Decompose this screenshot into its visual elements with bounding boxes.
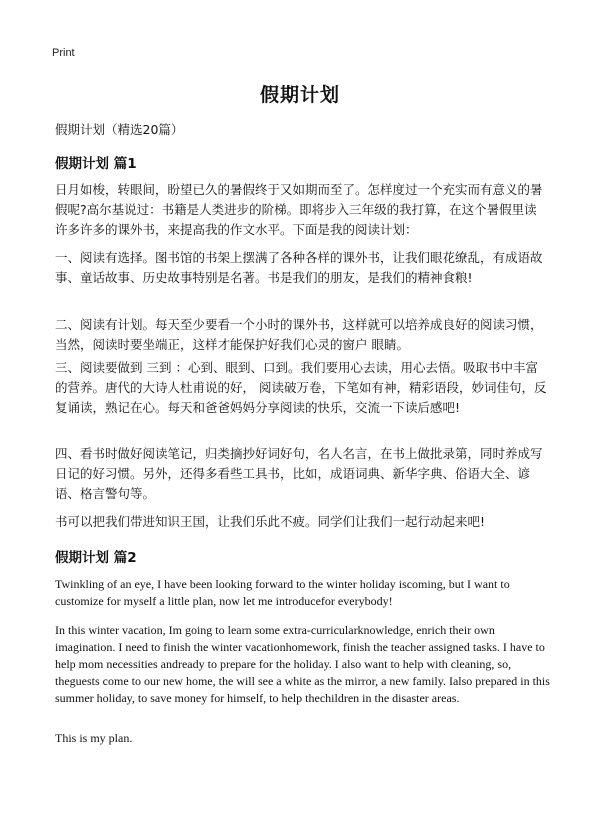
- document-title: 假期计划: [259, 84, 340, 106]
- section-heading-1: 假期计划 篇1: [55, 156, 137, 172]
- section1-paragraph-6: 书可以把我们带进知识王国，让我们乐此不疲。同学们让我们一起行动起来吧!: [55, 514, 486, 529]
- section1-paragraph-3: 二、阅读有计划。每天至少要看一个小时的课外书，这样就可以培养成良好的阅读习惯，当然，阅读时要坐端正，这样才能保护好我们心灵的窗户 眼睛。: [55, 317, 543, 352]
- section2-paragraph-1: Twinkling of an eye, I have been looking forward to the winter holiday iscoming, but I want to customize for myself a little plan, now let me introducefor everybody!: [55, 577, 510, 608]
- section1-paragraph-4: 三、阅读要做到 三到 ：心到、眼到、口到。我们要用心去读，用心去悟。吸取书中丰富的营养。唐代的大诗人杜甫说的好， 阅读破万卷，下笔如有神，精彩语段，妙词佳句，反复诵读，熟记在心。每天和爸爸妈妈分享阅读的快乐，交流一下读后感吧!: [55, 360, 547, 415]
- section2-paragraph-3: This is my plan.: [55, 731, 133, 745]
- section1-paragraph-2: 一、阅读有选择。图书馆的书架上摆满了各种各样的课外书，让我们眼花缭乱，有成语故事、童话故事、历史故事特别是名著。书是我们的朋友，是我们的精神食粮!: [55, 250, 543, 285]
- section1-paragraph-1: 日月如梭，转眼间，盼望已久的暑假终于又如期而至了。怎样度过一个充实而有意义的暑假呢?高尔基说过：书籍是人类进步的阶梯。即将步入三年级的我打算，在这个暑假里读许多许多的课外书，来提高我的作文水平。下面是我的阅读计划：: [55, 182, 543, 237]
- section-heading-2: 假期计划 篇2: [55, 550, 137, 566]
- section2-paragraph-2: In this winter vacation, Im going to learn some extra-curricularknowledge, enrich their own imagination. I need to finish the winter vacationhomework, finish the teacher assigned tasks. I have to help mom necessities andready to prepare for the holiday. I also want to help with cleaning, so, theguests come to our new home, the will see a white as the mirror, a new family. Ialso prepared in this summer holiday, to save money for himself, to help thechildren in the disaster areas.: [55, 623, 550, 705]
- section1-paragraph-5: 四、看书时做好阅读笔记，归类摘抄好词好句，名人名言，在书上做批录第，同时养成写日记的好习惯。另外，还得多看些工具书，比如，成语词典、新华字典、俗语大全、谚语、格言警句等。: [55, 446, 543, 501]
- print-link[interactable]: Print: [52, 47, 75, 59]
- document-subtitle: 假期计划（精选20篇）: [55, 122, 184, 137]
